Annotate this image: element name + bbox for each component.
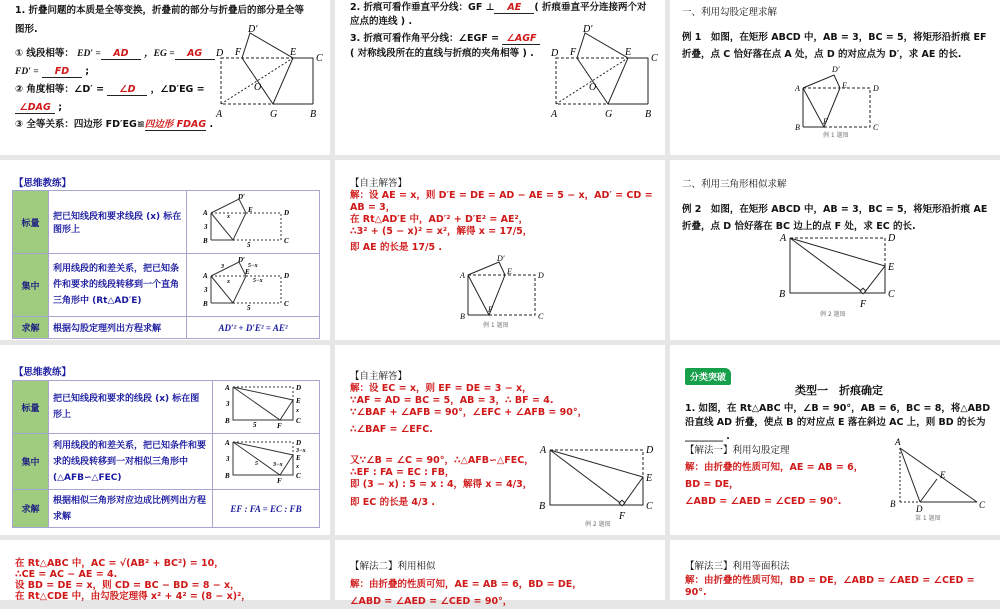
svg-text:B: B <box>779 289 786 300</box>
table-row: 求解 根据相似三角形对应边成比例列出方程求解 EF : FA = EC : FB <box>13 490 320 528</box>
svg-text:F: F <box>235 47 242 58</box>
problem-line1: 1. 如图，在 Rt△ABC 中，∠B = 90°，AB = 6，BC = 8，将△ABD <box>685 403 991 414</box>
svg-text:B: B <box>203 300 208 308</box>
svg-text:F: F <box>860 299 867 310</box>
svg-text:3: 3 <box>226 454 230 463</box>
svg-text:D: D <box>916 504 923 514</box>
svg-text:F: F <box>570 47 577 58</box>
svg-text:D′: D′ <box>583 24 593 35</box>
coach-figure-3 <box>217 383 312 428</box>
svg-text:D′: D′ <box>238 256 246 264</box>
svg-text:D: D <box>284 209 290 217</box>
example1-line2: 折叠，点 C 恰好落在点 A 处，点 D 的对应点为 D′，求 AE 的长. <box>682 49 962 60</box>
svg-text:x: x <box>227 214 230 220</box>
svg-text:B: B <box>225 471 230 480</box>
section-heading-1: 一、利用勾股定理求解 <box>682 7 778 18</box>
example2-figure-solution <box>535 440 660 530</box>
svg-text:E: E <box>940 470 946 480</box>
svg-text:x: x <box>296 408 299 414</box>
table-row: 标量 把已知线段和要求线段 (x) 标在图形上 D′ A E D x 3 B C 5 <box>13 191 320 254</box>
table-row: 集中 利用线段的和差关系，把已知条件和要求的线段转移到一对相似三角形中 (△AFB∽△FEC) A D 3−x E x 3 5 3−x B C F <box>13 434 320 490</box>
svg-text:A: A <box>895 437 901 447</box>
svg-text:F: F <box>488 305 493 314</box>
svg-text:C: C <box>873 123 879 132</box>
coach-figure-4 <box>217 438 312 483</box>
svg-text:G: G <box>605 109 613 120</box>
point2-line2: 应点的连线 ) . <box>350 16 413 27</box>
svg-text:E: E <box>842 81 847 90</box>
item2: ② 角度相等：∠D′ = ∠D ，∠D′EG = <box>15 84 205 95</box>
method-1: 【解法一】利用勾股定理 <box>685 445 790 456</box>
point3-line2: ( 对称线段所在的直线与折痕的夹角相等 ) . <box>350 48 534 59</box>
svg-text:E: E <box>507 267 512 276</box>
svg-text:E: E <box>245 268 250 276</box>
point3-line1: 3. 折痕可看作角平分线：∠EGF = ∠AGF <box>350 31 540 46</box>
table-row: 集中 利用线段的和差关系，把已知条件和要求的线段转移到一个直角三角形中 (Rt△AD′E) D′ 3 5−x A E D 5−x x 3 B C 5 <box>13 254 320 317</box>
answer-ed: AD <box>101 48 141 60</box>
example2-figure <box>770 230 910 320</box>
solution-title: 【自主解答】 <box>350 178 408 189</box>
svg-text:3: 3 <box>204 223 208 231</box>
solution-line: 解：由折叠的性质可知，BD = DE，∠ABD = ∠AED = ∠CED = <box>685 575 975 586</box>
svg-text:3−x: 3−x <box>296 447 306 454</box>
svg-text:E: E <box>296 397 301 405</box>
solution-line: 即 (3 − x) : 5 = x : 4，解得 x = 4/3， <box>350 479 533 490</box>
answer-eg: AG <box>175 48 215 60</box>
slide-fold-properties <box>335 0 665 155</box>
svg-text:F: F <box>619 511 626 522</box>
svg-text:5: 5 <box>247 241 251 249</box>
solution-line: 解：由折叠的性质可知，AE = AB = 6， <box>685 462 864 473</box>
answer-angle-deg: ∠DAG <box>15 102 55 114</box>
method-3: 【解法三】利用等面积法 <box>685 561 790 572</box>
example2-line2: 折叠，点 D 恰好落在 BC 边上的点 F 处，求 EC 的长. <box>682 221 916 232</box>
svg-text:B: B <box>225 417 230 425</box>
svg-text:3: 3 <box>204 286 208 294</box>
solution-line: ∴EF : FA = EC : FB， <box>350 467 455 478</box>
svg-text:C: C <box>979 500 986 510</box>
svg-text:D: D <box>216 48 224 59</box>
svg-text:A: A <box>225 384 230 392</box>
solution-line: ∴∠BAF = ∠EFC. <box>350 424 433 435</box>
svg-text:3: 3 <box>221 264 224 270</box>
solution-line: 在 Rt△AD′E 中，AD′² + D′E² = AE²， <box>350 214 529 225</box>
svg-text:F: F <box>277 422 282 430</box>
svg-text:5: 5 <box>255 460 258 467</box>
slide-thinking-coach-1 <box>0 160 330 340</box>
svg-text:E: E <box>296 453 301 462</box>
svg-text:C: C <box>296 417 301 425</box>
svg-text:A: A <box>216 109 223 120</box>
example1-line1: 例 1 如图，在矩形 ABCD 中，AB = 3，BC = 5，将矩形沿折痕 EF <box>682 32 987 43</box>
table-row: 标量 把已知线段和要求的线段 (x) 标在图形上 A D E x 3 B C 5 F <box>13 381 320 434</box>
slide-solution-1 <box>335 160 665 340</box>
svg-text:A: A <box>203 272 208 280</box>
svg-text:E: E <box>888 262 895 273</box>
svg-text:B: B <box>890 499 896 509</box>
svg-text:B: B <box>203 237 208 245</box>
method-2: 【解法二】利用相似 <box>350 561 436 572</box>
slide-method2 <box>335 540 665 607</box>
item1b: FD′ = FD ; <box>15 66 90 77</box>
svg-text:D: D <box>888 233 896 244</box>
problem1-figure <box>885 435 995 525</box>
coach-title-2: 【思维教练】 <box>14 367 72 378</box>
solution-line: 在 Rt△ABC 中，AC = √(AB² + BC²) = 10， <box>15 558 224 569</box>
solution-line: ∵∠BAF + ∠AFB = 90°，∠EFC + ∠AFB = 90°， <box>350 407 588 418</box>
svg-text:D′: D′ <box>497 254 505 263</box>
svg-text:B: B <box>795 123 800 132</box>
solution-line: ∵AF = AD = BC = 5，AB = 3，∴ BF = 4. <box>350 395 554 406</box>
solution-line: ∴3² + (5 − x)² = x²，解得 x = 17/5， <box>350 226 533 237</box>
svg-text:E: E <box>248 206 253 214</box>
svg-text:D: D <box>551 48 559 59</box>
coach-figure-1 <box>191 193 311 248</box>
svg-text:A: A <box>225 438 230 447</box>
svg-text:F: F <box>823 117 828 126</box>
coach-title: 【思维教练】 <box>14 178 72 189</box>
svg-text:C: C <box>284 237 289 245</box>
answer-congruent: 四边形 FDAG <box>144 119 207 130</box>
solution-line: 即 AE 的长是 17/5 . <box>350 242 442 253</box>
svg-text:A: A <box>795 84 800 93</box>
answer-angle: ∠AGF <box>502 33 540 45</box>
solution-line: ∴CE = AC − AE = 4. <box>15 569 118 580</box>
svg-text:C: C <box>296 471 301 480</box>
svg-text:A: A <box>460 271 465 280</box>
svg-text:例 1 题图: 例 1 题图 <box>823 132 849 139</box>
item2b: ∠DAG ; <box>15 100 62 115</box>
solution-line: 解：设 AE = x，则 D′E = DE = AD − AE = 5 − x，AD′ = CD = <box>350 190 653 201</box>
solution-title-2: 【自主解答】 <box>350 371 408 382</box>
fold-figure-2 <box>545 25 660 120</box>
svg-text:5−x: 5−x <box>248 263 258 269</box>
solution-line: 解：由折叠的性质可知，AE = AB = 6，BD = DE， <box>350 579 582 590</box>
slide-thinking-coach-2 <box>0 345 330 535</box>
item3: ③ 全等关系：四边形 FD′EG≌四边形 FDAG . <box>15 119 214 130</box>
problem-line2: 沿直线 AD 折叠，使点 B 的对应点 E 落在斜边 AC 上，则 BD 的长为 <box>685 417 986 428</box>
svg-text:D′: D′ <box>238 193 246 201</box>
svg-text:F: F <box>277 476 282 485</box>
coach-figure-2 <box>191 256 311 311</box>
example2-line1: 例 2 如图，在矩形 ABCD 中，AB = 3，BC = 5，将矩形沿折痕 AE <box>682 204 988 215</box>
answer-fd: FD <box>42 66 82 78</box>
solution-line: 设 BD = DE = x，则 CD = BC − BD = 8 − x， <box>15 580 240 591</box>
svg-text:例 2 题图: 例 2 题图 <box>585 521 611 528</box>
solution-line: ∠ABD = ∠AED = ∠CED = 90°， <box>350 596 513 607</box>
svg-text:x: x <box>227 279 230 285</box>
svg-text:B: B <box>645 109 652 120</box>
point1-line2: 图形. <box>15 24 38 35</box>
svg-text:C: C <box>316 53 323 64</box>
svg-text:x: x <box>296 463 299 470</box>
svg-text:O: O <box>589 82 597 93</box>
category-badge: 分类突破 <box>685 368 731 385</box>
svg-text:D′: D′ <box>248 24 258 35</box>
example1-figure-solution <box>455 255 555 335</box>
solution-line: BD = DE， <box>685 479 739 490</box>
svg-text:3: 3 <box>226 400 230 408</box>
svg-text:D: D <box>873 84 879 93</box>
svg-text:B: B <box>310 109 317 120</box>
slide-example2 <box>670 160 1000 340</box>
table-row: 求解 根据勾股定理列出方程求解 AD′² + D′E² = AE² <box>13 317 320 339</box>
problem-line3: ________ . <box>685 431 730 442</box>
svg-text:O: O <box>254 82 262 93</box>
svg-text:第 1 题图: 第 1 题图 <box>915 515 941 522</box>
svg-text:D′: D′ <box>832 65 840 74</box>
solution-line: 90°. <box>685 587 707 598</box>
solution-line: ∠ABD = ∠AED = ∠CED = 90°. <box>685 496 842 507</box>
item1: ① 线段相等： ED′ = AD ，EG = AG <box>15 46 215 62</box>
slide-method1-continued <box>0 540 330 600</box>
svg-text:D: D <box>646 445 654 456</box>
svg-text:5−x: 5−x <box>253 278 263 284</box>
svg-text:5: 5 <box>253 421 257 429</box>
svg-text:A: A <box>203 209 208 217</box>
slide-solution-2 <box>335 345 665 535</box>
example1-figure <box>790 60 890 140</box>
svg-text:C: C <box>888 289 895 300</box>
type-heading: 类型一 折痕确定 <box>795 384 883 397</box>
solution-line: 在 Rt△CDE 中，由勾股定理得 x² + 4² = (8 − x)²， <box>15 591 251 602</box>
point1-line1: 1. 折叠问题的本质是全等变换，折叠前的部分与折叠后的部分是全等 <box>15 5 305 16</box>
svg-text:例 1 题图: 例 1 题图 <box>483 322 509 329</box>
svg-text:E: E <box>290 47 297 58</box>
section-heading-2: 二、利用三角形相似求解 <box>682 179 787 190</box>
svg-text:D: D <box>284 272 290 280</box>
svg-text:C: C <box>651 53 658 64</box>
svg-text:D: D <box>538 271 544 280</box>
coach-table-2 <box>12 380 320 528</box>
solution-line: AB = 3， <box>350 202 396 213</box>
svg-text:D: D <box>296 438 302 447</box>
svg-text:D: D <box>296 384 302 392</box>
solution-line: 即 EC 的长是 4/3 . <box>350 497 435 508</box>
svg-text:B: B <box>460 312 465 321</box>
svg-text:A: A <box>540 445 547 456</box>
svg-text:A: A <box>551 109 558 120</box>
solution-line: 解：设 EC = x，则 EF = DE = 3 − x， <box>350 383 532 394</box>
svg-text:G: G <box>270 109 278 120</box>
svg-text:E: E <box>625 47 632 58</box>
svg-text:B: B <box>539 501 546 512</box>
svg-text:例 2 题图: 例 2 题图 <box>820 311 846 318</box>
svg-text:C: C <box>646 501 653 512</box>
solution-line: 又∵∠B = ∠C = 90°，∴△AFB∽△FEC， <box>350 455 534 466</box>
svg-text:E: E <box>646 473 653 484</box>
slide-method3 <box>670 540 1000 600</box>
fold-figure <box>210 25 325 120</box>
slide-fold-essence <box>0 0 330 155</box>
point2-line1: 2. 折痕可看作垂直平分线：GF ⊥ AE ( 折痕垂直平分连接两个对 <box>350 2 647 13</box>
svg-text:C: C <box>284 300 289 308</box>
svg-text:3−x: 3−x <box>273 461 283 468</box>
svg-text:A: A <box>780 233 787 244</box>
svg-text:C: C <box>538 312 544 321</box>
answer-angle-d: ∠D <box>107 84 147 96</box>
coach-table <box>12 190 320 339</box>
slide-category-breakthrough <box>670 345 1000 535</box>
answer-perp: AE <box>494 2 534 14</box>
svg-text:5: 5 <box>247 304 251 312</box>
slide-example1 <box>670 0 1000 155</box>
